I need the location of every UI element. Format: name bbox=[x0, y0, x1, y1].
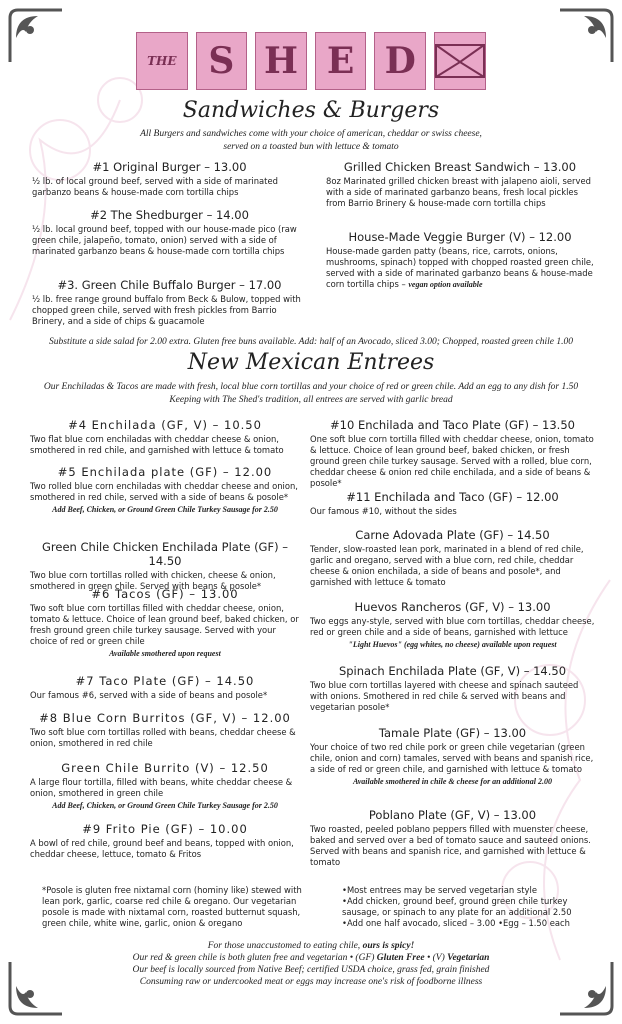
sandwiches-intro-line: All Burgers and sandwiches come with your choice of american, cheddar or swiss cheese, bbox=[140, 129, 482, 139]
menu-item bbox=[310, 726, 595, 786]
menu-item bbox=[30, 587, 300, 658]
the-shed-logo bbox=[136, 32, 486, 90]
item-desc: Two rolled blue corn enchiladas with cheddar cheese and onion, smothered in red chile, served with a side of beans & posole* bbox=[30, 481, 298, 502]
food-safety-line: Consuming raw or undercooked meat or eggs may increase one's risk of foodborne illness bbox=[139, 977, 483, 987]
item-desc: Your choice of two red chile pork or green chile vegetarian (green chile, onion and corn) tamales, served with beans and spanish rice, a side of red or green chile, and garnished with lettuce & tomato bbox=[310, 742, 594, 774]
vegan-note: vegan option available bbox=[408, 280, 483, 289]
item-note: Add Beef, Chicken, or Ground Green Chile Turkey Sausage for 2.50 bbox=[52, 505, 278, 514]
menu-item bbox=[30, 711, 300, 749]
menu-item bbox=[30, 540, 300, 592]
item-desc: ½ lb. local ground beef, topped with our house-made pico (raw green chile, jalapeño, tomato, onion) served with a side of marinated garbanzo beans & house-made corn tortilla chips bbox=[32, 224, 297, 256]
item-title: Spinach Enchilada Plate (GF, V) – 14.50 bbox=[338, 664, 567, 678]
logo-tile-h: H bbox=[255, 32, 307, 90]
menu-item bbox=[326, 230, 594, 290]
item-title: #2 The Shedburger – 14.00 bbox=[90, 208, 249, 222]
extras-line: •Add one half avocado, sliced – 3.00 •Egg – 1.50 each bbox=[342, 918, 570, 928]
menu-item bbox=[326, 160, 594, 209]
menu-item bbox=[310, 490, 595, 517]
item-desc: 8oz Marinated grilled chicken breast with jalapeno aioli, served with a side of marinated garbanzo beans, fresh local pickles from Barrio Brinery & house-made corn tortilla chips bbox=[326, 176, 591, 208]
beef-source-line: Our beef is locally sourced from Native Beef; certified USDA choice, grass fed, grain finished bbox=[132, 965, 490, 975]
item-desc-text: House-made garden patty (beans, rice, carrots, onions, mushrooms, spinach) topped with chopped roasted green chile, served with a side of marinated garbanzo beans & house-made corn tortilla chips – bbox=[326, 246, 594, 289]
item-title: Green Chile Burrito (V) – 12.50 bbox=[61, 761, 269, 775]
logo-tile-d: D bbox=[374, 32, 426, 90]
sandwiches-intro bbox=[0, 128, 622, 154]
extras-line: •Add chicken, ground beef, ground green chile turkey sausage, or spinach to any plate for an additional 2.50 bbox=[342, 896, 572, 917]
dietary-line bbox=[0, 952, 622, 964]
item-note: Add Beef, Chicken, or Ground Green Chile Turkey Sausage for 2.50 bbox=[52, 801, 278, 810]
menu-item bbox=[310, 418, 595, 489]
item-title: Tamale Plate (GF) – 13.00 bbox=[378, 726, 527, 740]
item-desc: Two soft blue corn tortillas rolled with beans, cheddar cheese & onion, smothered in red chile bbox=[30, 727, 296, 748]
spicy-emphasis: ours is spicy! bbox=[362, 941, 415, 951]
item-title: #4 Enchilada (GF, V) – 10.50 bbox=[68, 418, 262, 432]
corner-ornament-icon bbox=[558, 8, 614, 64]
logo-tile-the: THE bbox=[136, 32, 188, 90]
envelope-icon bbox=[434, 32, 486, 90]
item-title: #9 Frito Pie (GF) – 10.00 bbox=[82, 822, 248, 836]
item-desc: ½ lb. of local ground beef, served with a side of marinated garbanzo beans & house-made corn tortilla chips bbox=[32, 176, 278, 197]
item-desc: Two blue corn tortillas rolled with chicken, cheese & onion, smothered in green chile. Served with beans & posole* bbox=[30, 570, 276, 591]
item-title: #10 Enchilada and Taco Plate (GF) – 13.50 bbox=[330, 418, 575, 432]
item-title: #11 Enchilada and Taco (GF) – 12.00 bbox=[346, 490, 559, 504]
item-desc: Tender, slow-roasted lean pork, marinated in a blend of red chile, garlic and oregano, served with a blue corn, red chile, cheddar cheese & onion enchilada, a side of beans and posole*, and garnished with lettuce & tomato bbox=[310, 544, 584, 587]
menu-item bbox=[30, 822, 300, 860]
item-desc: A large flour tortilla, filled with beans, white cheddar cheese & onion, smothered in green chile bbox=[30, 777, 293, 798]
item-title: #5 Enchilada plate (GF) – 12.00 bbox=[57, 465, 273, 479]
posole-footnote: *Posole is gluten free nixtamal corn (hominy like) stewed with lean pork, garlic, coarse red chile & oregano. Our vegetarian posole is made with nixtamal corn, roasted butternut squash, green chile, white wine, garlic, onion & oregano bbox=[42, 885, 302, 928]
spicy-line-text: For those unaccustomed to eating chile, bbox=[207, 941, 363, 951]
sandwiches-heading: Sandwiches & Burgers bbox=[182, 98, 440, 123]
menu-item bbox=[32, 208, 307, 257]
item-desc: Two roasted, peeled poblano peppers filled with muenster cheese, baked and served over a bed of tomato sauce and sauteed onions. Served with beans and spanish rice, and garnished with lettuce & tomato bbox=[310, 824, 591, 867]
item-note: Available smothered in chile & cheese for an additional 2.00 bbox=[353, 777, 552, 786]
item-desc: Our famous #10, without the sides bbox=[310, 506, 457, 516]
entrees-intro-line: Our Enchiladas & Tacos are made with fresh, local blue corn tortillas and your choice of red or green chile. Add an egg to any dish for 1.50 bbox=[43, 382, 579, 392]
item-title: House-Made Veggie Burger (V) – 12.00 bbox=[348, 230, 572, 244]
sandwiches-intro-line: served on a toasted bun with lettuce & tomato bbox=[223, 142, 399, 152]
spicy-line bbox=[0, 940, 622, 952]
menu-item bbox=[310, 664, 595, 713]
item-title: #3. Green Chile Buffalo Burger – 17.00 bbox=[57, 278, 282, 292]
item-note: "Light Huevos" (egg whites, no cheese) available upon request bbox=[348, 640, 557, 649]
menu-item bbox=[32, 278, 307, 327]
menu-item bbox=[310, 528, 595, 588]
item-title: Poblano Plate (GF, V) – 13.00 bbox=[368, 808, 537, 822]
item-desc: Two flat blue corn enchiladas with cheddar cheese & onion, smothered in red chile, and garnished with lettuce & tomato bbox=[30, 434, 284, 455]
menu-item bbox=[30, 761, 300, 810]
item-title: Green Chile Chicken Enchilada Plate (GF) – 14.50 bbox=[42, 540, 288, 568]
item-desc: Our famous #6, served with a side of beans and posole* bbox=[30, 690, 268, 700]
item-note: Available smothered upon request bbox=[109, 649, 221, 658]
entrees-intro bbox=[0, 381, 622, 407]
menu-item bbox=[310, 600, 595, 649]
item-title: #7 Taco Plate (GF) – 14.50 bbox=[75, 674, 255, 688]
item-desc: One soft blue corn tortilla filled with cheddar cheese, onion, tomato & lettuce. Choice of lean ground beef, baked chicken, or fresh ground green chile turkey sausage. Served with a rolled, blue corn, cheddar cheese & onion red chile enchilada, and a side of beans & posole* bbox=[310, 434, 594, 488]
substitute-note: Substitute a side salad for 2.00 extra. Gluten free buns available. Add: half of an Avocado, sliced 3.00; Chopped, roasted green chile 1.00 bbox=[49, 337, 573, 347]
menu-item bbox=[32, 160, 307, 198]
item-title: Huevos Rancheros (GF, V) – 13.00 bbox=[354, 600, 551, 614]
item-desc: ½ lb. free range ground buffalo from Beck & Bulow, topped with chopped green chile, served with fresh pickles from Barrio Brinery, and a side of chips & guacamole bbox=[32, 294, 301, 326]
bottom-disclaimers bbox=[0, 940, 622, 988]
entrees-heading: New Mexican Entrees bbox=[187, 350, 435, 375]
item-desc: A bowl of red chile, ground beef and beans, topped with onion, cheddar cheese, lettuce, tomato & Fritos bbox=[30, 838, 294, 859]
entrees-intro-line: Keeping with The Shed's tradition, all entrees are served with garlic bread bbox=[169, 395, 453, 405]
extras-footnote bbox=[342, 885, 594, 929]
menu-item bbox=[30, 418, 300, 456]
item-desc: Two eggs any-style, served with blue corn tortillas, cheddar cheese, red or green chile and a side of beans, garnished with lettuce bbox=[310, 616, 595, 637]
menu-item bbox=[30, 465, 300, 514]
menu-item bbox=[310, 808, 595, 868]
logo-tile-e: E bbox=[315, 32, 367, 90]
item-desc bbox=[326, 246, 594, 290]
item-desc: Two soft blue corn tortillas filled with cheddar cheese, onion, tomato & lettuce. Choice of lean ground beef, baked chicken, or fresh ground green chile turkey sausage. Served with your choice of red or green chile bbox=[30, 603, 299, 646]
extras-line: •Most entrees may be served vegetarian style bbox=[342, 885, 537, 895]
menu-item bbox=[30, 674, 300, 701]
item-desc: Two blue corn tortillas layered with cheese and spinach sauteed with onions. Smothered in red chile & served with beans and vegetarian posole* bbox=[310, 680, 579, 712]
dietary-text: Our red & green chile is both gluten free and vegetarian • (GF) bbox=[132, 953, 377, 963]
item-title: #6 Tacos (GF) – 13.00 bbox=[91, 587, 239, 601]
item-title: #1 Original Burger – 13.00 bbox=[92, 160, 247, 174]
logo-tile-s: S bbox=[196, 32, 248, 90]
item-title: Grilled Chicken Breast Sandwich – 13.00 bbox=[343, 160, 577, 174]
item-title: #8 Blue Corn Burritos (GF, V) – 12.00 bbox=[39, 711, 291, 725]
item-title: Carne Adovada Plate (GF) – 14.50 bbox=[355, 528, 550, 542]
gluten-free-label: Gluten Free bbox=[376, 953, 425, 963]
dietary-text: • (V) bbox=[424, 953, 448, 963]
vegetarian-label: Vegetarian bbox=[447, 953, 490, 963]
